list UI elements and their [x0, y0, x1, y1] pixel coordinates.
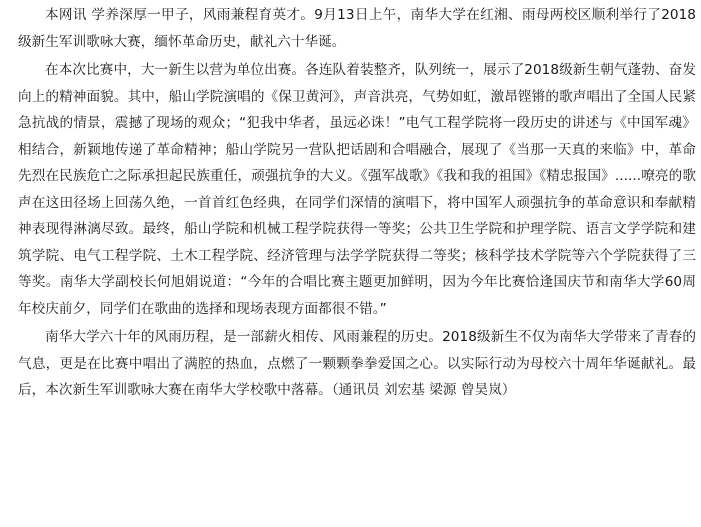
article-paragraph-1: 本网讯 学养深厚一甲子，风雨兼程育英才。9月13日上午，南华大学在红湘、雨母两校区顺利举行了2018级新生军训歌咏大赛，缅怀革命历史，献礼六十华诞。 — [18, 7, 696, 50]
news-article — [18, 2, 696, 404]
article-paragraph-2: 在本次比赛中，大一新生以营为单位出赛。各连队着装整齐，队列统一，展示了2018级新生朝气蓬勃、奋发向上的精神面貌。其中，船山学院演唱的《保卫黄河》，声音洪亮，气势如虹，激昂铿锵的歌声唱出了全国人民紧急抗战的情景，震撼了现场的观众；“犯我中华者，虽远必诛！”电气工程学院将一段历史的讲述与《中国军魂》相结合，新颖地传递了革命精神；船山学院另一营队把话剧和合唱融合，展现了《当那一天真的来临》中，革命先烈在民族危亡之际承担起民族重任，顽强抗争的大义。《强军战歌》《我和我的祖国》《精忠报国》......嘹亮的歌声在这田径场上回荡久绝，一首首红色经典，在同学们深情的演唱下，将中国军人顽强抗争的革命意识和奉献精神表现得淋漓尽致。最终，船山学院和机械工程学院获得一等奖；公共卫生学院和护理学院、语言文学学院和建筑学院、电气工程学院、土木工程学院、经济管理与法学学院获得二等奖；核科学技术学院等六个学院获得了三等奖。南华大学副校长何旭娟说道：“今年的合唱比赛主题更加鲜明，因为今年比赛恰逢国庆节和南华大学60周年校庆前夕，同学们在歌曲的选择和现场表现方面都很不错。” — [18, 62, 696, 317]
article-paragraph-3: 南华大学六十年的风雨历程，是一部薪火相传、风雨兼程的历史。2018级新生不仅为南华大学带来了青春的气息，更是在比赛中唱出了满腔的热血，点燃了一颗颗拳拳爱国之心。以实际行动为母校六十周年华诞献礼。最后，本次新生军训歌咏大赛在南华大学校歌中落幕。（通讯员 刘宏基 梁源 曾昊岚） — [18, 329, 696, 398]
